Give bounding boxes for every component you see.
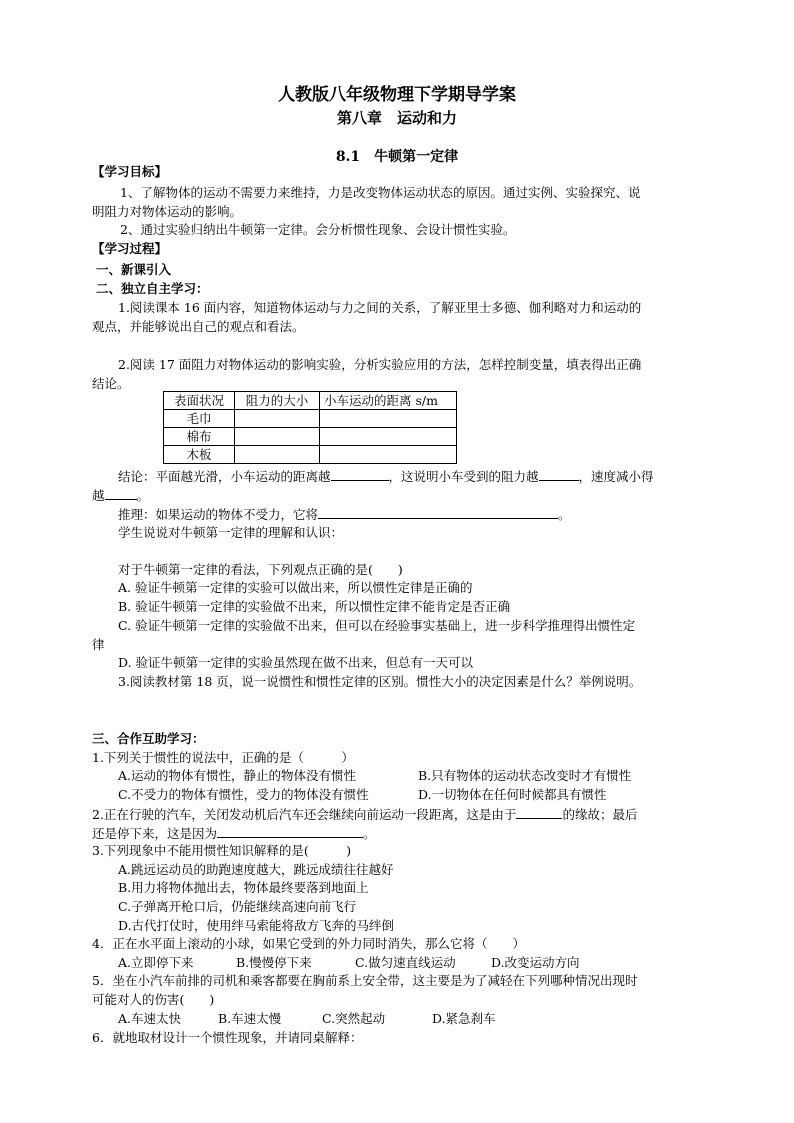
q2-text-3: 还是停下来，这是因为 [92, 826, 218, 841]
conclusion-text-1: 结论：平面越光滑，小车运动的距离越 [118, 469, 331, 484]
discussion-prompt: 学生说说对牛顿第一定律的理解和认识： [118, 525, 344, 540]
reading-3: 3.阅读教材第 18 页，说一说惯性和惯性定律的区别。惯性大小的决定因素是什么？举例说明。 [118, 674, 642, 689]
conclusion-line [118, 468, 654, 485]
conclusion-line-2 [92, 487, 149, 504]
resistance-cell[interactable] [235, 446, 320, 464]
q5-option-d: D.紧急刹车 [432, 1011, 496, 1026]
blank-distance[interactable] [331, 468, 389, 481]
q5-option-b: B.车速太慢 [218, 1011, 282, 1026]
blank-inference[interactable] [318, 506, 558, 519]
blank-resistance[interactable] [539, 468, 579, 481]
goal-1-cont: 明阻力对物体运动的影响。 [92, 204, 243, 219]
surface-cell: 棉布 [164, 428, 235, 446]
conclusion-text-4: 越 [92, 488, 105, 503]
q3-option-b: B.用力将物体抛出去，物体最终要落到地面上 [118, 880, 369, 895]
goal-2: 2、通过实验归纳出牛顿第一定律。会分析惯性现象、会设计惯性实验。 [120, 222, 516, 237]
q6: 6．就地取材设计一个惯性现象，并请同桌解释： [92, 1030, 363, 1045]
option-a: A. 验证牛顿第一定律的实验可以做出来，所以惯性定律是正确的 [118, 580, 473, 595]
header-resistance: 阻力的大小 [235, 392, 320, 410]
q5-option-a: A.车速太快 [118, 1011, 182, 1026]
page-title: 人教版八年级物理下学期导学案 [278, 85, 516, 105]
q4-option-d: D.改变运动方向 [491, 955, 580, 970]
resistance-cell[interactable] [235, 410, 320, 428]
surface-cell: 毛巾 [164, 410, 235, 428]
q1-option-b: B.只有物体的运动状态改变时才有惯性 [418, 768, 632, 783]
reading-2: 2.阅读 17 面阻力对物体运动的影响实验，分析实验应用的方法，怎样控制变量，填表得出正确 [118, 357, 642, 372]
distance-cell[interactable] [320, 446, 457, 464]
reading-1: 1.阅读课本 16 面内容，知道物体运动与力之间的关系，了解亚里士多德、伽利略对力和运动的 [118, 300, 642, 315]
process-heading: 【学习过程】 [92, 241, 168, 256]
reading-2-cont: 结论。 [92, 376, 130, 391]
q1-option-d: D.一切物体在任何时候都具有惯性 [418, 787, 607, 802]
section-self-study: 二、独立自主学习： [96, 281, 209, 296]
inference-line [118, 506, 571, 523]
resistance-cell[interactable] [235, 428, 320, 446]
q2-line [92, 806, 637, 823]
header-surface: 表面状况 [164, 392, 235, 410]
conclusion-text-5: 。 [136, 488, 150, 503]
q5: 5．坐在小汽车前排的司机和乘客都要在胸前系上安全带，这主要是为了减轻在下列哪种情况出现时 [92, 973, 638, 988]
table-row [164, 446, 457, 464]
section-title: 8.1 牛顿第一定律 [335, 149, 459, 165]
q4-option-b: B.慢慢停下来 [236, 955, 312, 970]
option-c-cont: 律 [92, 637, 105, 652]
q4: 4．正在水平面上滚动的小球，如果它受到的外力同时消失，那么它将（ ） [92, 936, 525, 951]
section-new-lesson: 一、新课引入 [96, 262, 172, 277]
conclusion-text-3: ，速度减小得 [578, 469, 654, 484]
blank-q2-because[interactable] [217, 825, 363, 838]
table-row [164, 428, 457, 446]
q1: 1.下列关于惯性的说法中，正确的是（ ） [92, 750, 354, 765]
header-distance: 小车运动的距离 s/m [320, 392, 457, 410]
chapter-title: 第八章 运动和力 [336, 109, 457, 127]
surface-cell: 木板 [164, 446, 235, 464]
q3-option-c: C.子弹离开枪口后，仍能继续高速向前飞行 [118, 899, 357, 914]
q3-option-a: A.跳远运动员的助跑速度越大，跳远成绩往往越好 [118, 862, 394, 877]
conclusion-text-2: ，这说明小车受到的阻力越 [388, 469, 539, 484]
experiment-table [163, 391, 457, 464]
q2-line-2 [92, 825, 376, 842]
q4-option-a: A.立即停下来 [118, 955, 194, 970]
q1-option-c: C.不受力的物体有惯性，受力的物体没有惯性 [118, 787, 369, 802]
q2-text: 2.正在行驶的汽车，关闭发动机后汽车还会继续向前运动一段距离，这是由于 [92, 807, 517, 822]
q3: 3.下列现象中不能用惯性知识解释的是( ) [92, 843, 352, 858]
table-header-row [164, 392, 457, 410]
distance-cell[interactable] [320, 410, 457, 428]
option-c: C. 验证牛顿第一定律的实验做不出来，但可以在经验事实基础上，进一步科学推理得出惯性定 [118, 618, 636, 633]
q2-text-4: 。 [363, 826, 376, 841]
q4-option-c: C.做匀速直线运动 [355, 955, 456, 970]
q5-option-c: C.突然起动 [322, 1011, 386, 1026]
inference-text: 推理：如果运动的物体不受力，它将 [118, 507, 319, 522]
table-row [164, 410, 457, 428]
q5-cont: 可能对人的伤害( ) [92, 992, 215, 1007]
question-newton: 对于牛顿第一定律的看法，下列观点正确的是( ) [118, 562, 403, 577]
inference-end: 。 [558, 507, 571, 522]
q3-option-d: D.古代打仗时，使用绊马索能将敌方飞奔的马绊倒 [118, 918, 395, 933]
goal-1: 1、了解物体的运动不需要力来维持，力是改变物体运动状态的原因。通过实例、实验探究、说 [120, 185, 641, 200]
goals-heading: 【学习目标】 [92, 164, 168, 179]
blank-q2-reason[interactable] [516, 806, 562, 819]
option-b: B. 验证牛顿第一定律的实验做不出来，所以惯性定律不能肯定是否正确 [118, 599, 511, 614]
option-d: D. 验证牛顿第一定律的实验虽然现在做不出来，但总有一天可以 [118, 655, 474, 670]
reading-1-cont: 观点，并能够说出自己的观点和看法。 [92, 319, 305, 334]
coop-heading: 三、合作互助学习： [92, 731, 205, 746]
q1-option-a: A.运动的物体有惯性，静止的物体没有惯性 [118, 768, 357, 783]
distance-cell[interactable] [320, 428, 457, 446]
q2-text-2: 的缘故；最后 [562, 807, 638, 822]
blank-speed[interactable] [105, 487, 137, 500]
